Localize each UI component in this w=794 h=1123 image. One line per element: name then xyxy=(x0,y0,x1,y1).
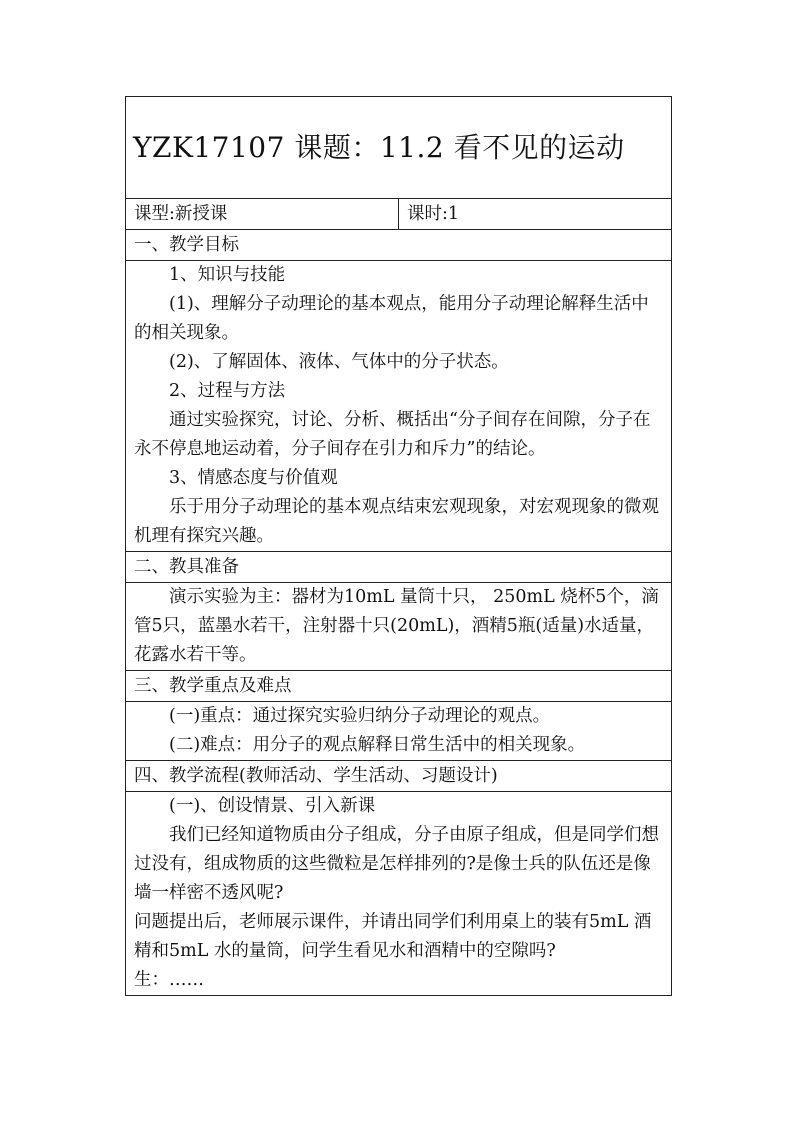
section-heading-materials: 二、教具准备 xyxy=(126,552,672,583)
section-heading-key-points: 三、教学重点及难点 xyxy=(126,671,672,702)
section-body-materials xyxy=(126,583,672,671)
objective-item: (2)、了解固体、液体、气体中的分子状态。 xyxy=(169,352,509,372)
lesson-period: 课时:1 xyxy=(399,199,672,230)
objective-subheading: 1、知识与技能 xyxy=(169,265,286,285)
section-body-objectives xyxy=(126,261,672,552)
objective-subheading: 3、情感态度与价值观 xyxy=(169,468,338,488)
section-heading-procedure: 四、教学流程(教师活动、学生活动、习题设计) xyxy=(126,761,672,792)
section-heading-objectives: 一、教学目标 xyxy=(126,230,672,261)
objective-subheading: 2、过程与方法 xyxy=(169,381,286,401)
objective-item: 通过实验探究，讨论、分析、概括出“分子间存在间隙，分子在永不停息地运动着，分子间存在引力和斥力”的结论。 xyxy=(134,410,651,459)
lesson-plan-table xyxy=(125,96,672,996)
procedure-student-response: 生：…… xyxy=(134,970,204,990)
lesson-plan-sheet xyxy=(125,96,671,996)
objective-item: (1)、理解分子动理论的基本观点，能用分子动理论解释生活中的相关现象。 xyxy=(134,294,649,343)
materials-text: 演示实验为主：器材为10mL 量筒十只， 250mL 烧杯5个，滴管5只，蓝墨水若干，注射器十只(20mL)，酒精5瓶(适量)水适量，花露水若干等。 xyxy=(134,587,659,665)
lesson-type: 课型:新授课 xyxy=(126,199,399,230)
procedure-paragraph: 我们已经知道物质由分子组成，分子由原子组成，但是同学们想过没有，组成物质的这些微粒是怎样排列的?是像士兵的队伍还是像墙一样密不透风呢? xyxy=(134,825,659,903)
section-body-procedure xyxy=(126,792,672,996)
page-title: YZK17107 课题：11.2 看不见的运动 xyxy=(126,97,672,199)
section-body-key-points xyxy=(126,702,672,761)
difficulty-point: (二)难点：用分子的观点解释日常生活中的相关现象。 xyxy=(169,735,586,755)
procedure-paragraph: 问题提出后，老师展示课件，并请出同学们利用桌上的装有5mL 酒精和5mL 水的量筒，问学生看见水和酒精中的空隙吗? xyxy=(134,912,652,961)
objective-item: 乐于用分子动理论的基本观点结束宏观现象，对宏观现象的微观机理有探究兴趣。 xyxy=(134,497,659,546)
key-point: (一)重点：通过探究实验归纳分子动理论的观点。 xyxy=(169,706,551,726)
procedure-subheading: (一)、创设情景、引入新课 xyxy=(169,796,376,816)
